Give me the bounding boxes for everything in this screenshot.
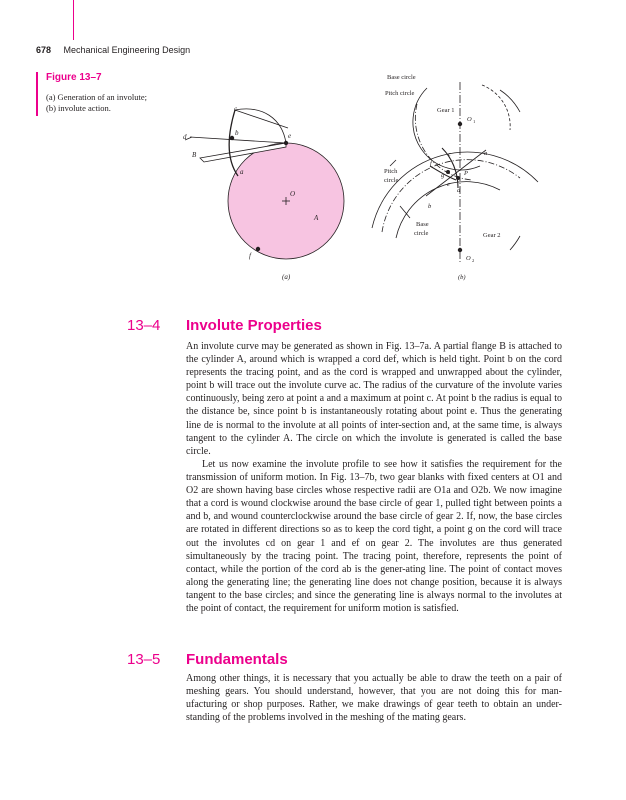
label-a-f: f: [249, 252, 251, 260]
label-o2: O: [466, 255, 471, 262]
figure-13-7: [0, 0, 626, 290]
paragraph: Let us now examine the involute profile to see how it satisfies the requirement for the transmission of uniform motion. In Fig. 13–7b, two gear blanks with fixed centers at O1 and O2 are shown having base circles whose respective radii are O1a and O2b. We now imagine that a cord is wound clockwise around the base circle of gear 1, pulled tight between points a and b, and wound counterclockwise around the base circle of gear 2. If, now, the base circles are rotated in different directions so as to keep the cord tight, a point g on the cord will trace out the involutes cd on gear 1 and ef on gear 2. The involutes are thus generated simultaneously by the tracing point. The tracing point, therefore, represents the point of contact, while the portion of the cord ab is the gener-ating line. The point of contact moves along the generating line; the generating line does not change position, because it is always tangent to the base circles; and since the generating line is always normal to the involutes at the point of contact, the requirement for uniform motion is satisfied.: [186, 459, 562, 615]
gear1-base-circle: [413, 88, 480, 170]
label-a-A: A: [314, 214, 319, 222]
label-pitch-a: Pitch: [384, 168, 398, 175]
label-pitch-circle: Pitch circle: [385, 90, 415, 97]
label-b-a: a: [484, 150, 488, 157]
label-b-c: c: [448, 151, 451, 158]
figure-a: [185, 109, 344, 259]
paragraph: An involute curve may be generated as shown in Fig. 13–7a. A partial flange B is attached to the cylinder A, around which is wrapped a cord def, which is held tight. Point b on the cord represents the tracing point, and as the cord is wrapped and unwrapped about the cylinder, point b will trace out the involute curve ac. The radius of the curvature of the involute varies continuously, being zero at point a and a maximum at point c. At point b the radius is equal to the distance be, since point b is instantaneously rotating about point e. Thus the generating line de is normal to the involute at all points of inter-section and, at the same time, is always tangent to the cylinder A. The circle on which the involute is generated is called the base circle.: [186, 341, 562, 457]
label-b-b: b: [428, 203, 432, 210]
label-b-P: P: [464, 170, 468, 177]
gear1-outer: [482, 85, 510, 130]
label-o1-sub: 1: [473, 119, 476, 124]
gear2-rotation-arrow: [510, 236, 520, 250]
label-gear1: Gear 1: [437, 107, 455, 114]
cord-def: [190, 137, 286, 143]
involute-sweep: [235, 110, 288, 128]
label-pitch-b: circle: [384, 177, 399, 184]
caption-line-b: (b) involute action.: [46, 103, 111, 113]
label-b-e: e: [447, 181, 450, 188]
label-a-O: O: [290, 190, 296, 198]
gear1-rotation-arrow: [500, 90, 520, 112]
label-b-g: g: [441, 172, 445, 179]
paragraph: Among other things, it is necessary that you actually be able to draw the teeth on a pair of meshing gears. You should understand, however, that you are not doing this for man-ufacturing or shop purposes. Rather, we make drawings of gear teeth to obtain an under-standing of the problems involved in the meshing of the mating gears.: [186, 673, 562, 724]
point-g: [446, 170, 449, 173]
involute-outline: [235, 109, 286, 143]
label-base-a: Base: [416, 221, 429, 228]
label-o2-sub: 2: [472, 258, 475, 263]
label-a-d: d: [183, 133, 187, 141]
section-title: Fundamentals: [186, 651, 288, 668]
book-title: Mechanical Engineering Design: [63, 45, 191, 55]
section-title: Involute Properties: [186, 317, 322, 334]
label-a-b: b: [235, 129, 239, 137]
label-a-c: c: [234, 105, 238, 113]
label-base-circle: Base circle: [387, 74, 416, 81]
label-a-B: B: [192, 151, 197, 159]
label-b-f: f: [430, 160, 432, 167]
label-b-d: d: [457, 187, 461, 194]
gear2-base-circle: [396, 182, 500, 238]
gear2-pitch-circle: [382, 160, 520, 232]
figure-label: Figure 13–7: [46, 72, 102, 83]
label-b-sub: (b): [458, 274, 466, 281]
section-number: 13–5: [127, 651, 161, 668]
point-e: [284, 141, 288, 145]
pitch-leader: [390, 160, 396, 166]
label-a-a: a: [240, 168, 244, 176]
label-o1: O: [467, 116, 472, 123]
section-number: 13–4: [127, 317, 161, 334]
page-number: 678: [36, 45, 52, 55]
center-o1: [458, 122, 462, 126]
caption-line-a: (a) Generation of an involute;: [46, 92, 148, 102]
involute-ac: [229, 110, 238, 176]
gear1-pitch-circle: [415, 104, 472, 180]
point-P: [456, 176, 459, 179]
label-a-sub: (a): [282, 273, 291, 281]
label-base-b: circle: [414, 230, 429, 237]
label-a-e: e: [288, 132, 292, 140]
gear2-outer: [372, 152, 538, 228]
center-o2: [458, 248, 462, 252]
point-f: [256, 247, 260, 251]
label-gear2: Gear 2: [483, 232, 501, 239]
point-b: [230, 136, 234, 140]
